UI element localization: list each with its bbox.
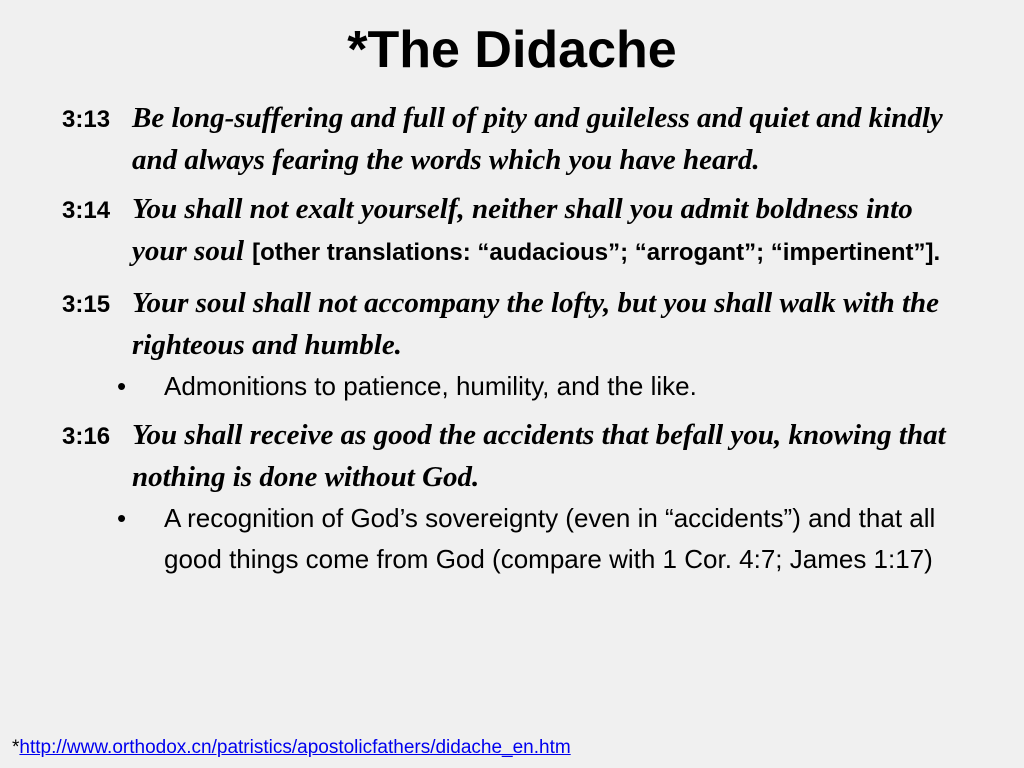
source-link[interactable]: http://www.orthodox.cn/patristics/apostolicfathers/didache_en.htm	[19, 737, 571, 758]
verse-3-16	[62, 415, 962, 498]
verse-text: Your soul shall not accompany the lofty, but you shall walk with the righteous and humble.	[132, 287, 940, 361]
verse-text: You shall not exalt yourself, neither shall you admit boldness into your soul	[132, 193, 913, 267]
slide-content	[62, 98, 962, 580]
verse-number: 3:13	[62, 106, 111, 133]
footnote	[12, 735, 571, 761]
bullet-icon: •	[117, 503, 127, 533]
bullet-text: Admonitions to patience, humility, and the like.	[164, 371, 697, 401]
verse-3-13	[62, 98, 962, 181]
verse-text: You shall receive as good the accidents that befall you, knowing that nothing is done without God.	[132, 419, 946, 493]
slide-title: *The Didache	[347, 21, 677, 79]
bullet-item	[62, 498, 962, 580]
footnote-marker: *	[12, 737, 20, 758]
verse-number: 3:14	[62, 197, 111, 224]
bullet-icon: •	[117, 371, 127, 401]
verse-3-15	[62, 283, 962, 366]
bullet-item	[62, 366, 962, 407]
verse-number: 3:15	[62, 291, 111, 318]
verse-translation-note: [other translations: “audacious”; “arrogant”; “impertinent”].	[252, 239, 941, 266]
verse-3-14	[62, 189, 962, 273]
verse-number: 3:16	[62, 423, 111, 450]
bullet-text: A recognition of God’s sovereignty (even in “accidents”) and that all good things come from God (compare with 1 Cor. 4:7; James 1:17)	[164, 503, 936, 574]
verse-text: Be long-suffering and full of pity and guileless and quiet and kindly and always fearing the words which you have heard.	[132, 102, 943, 176]
